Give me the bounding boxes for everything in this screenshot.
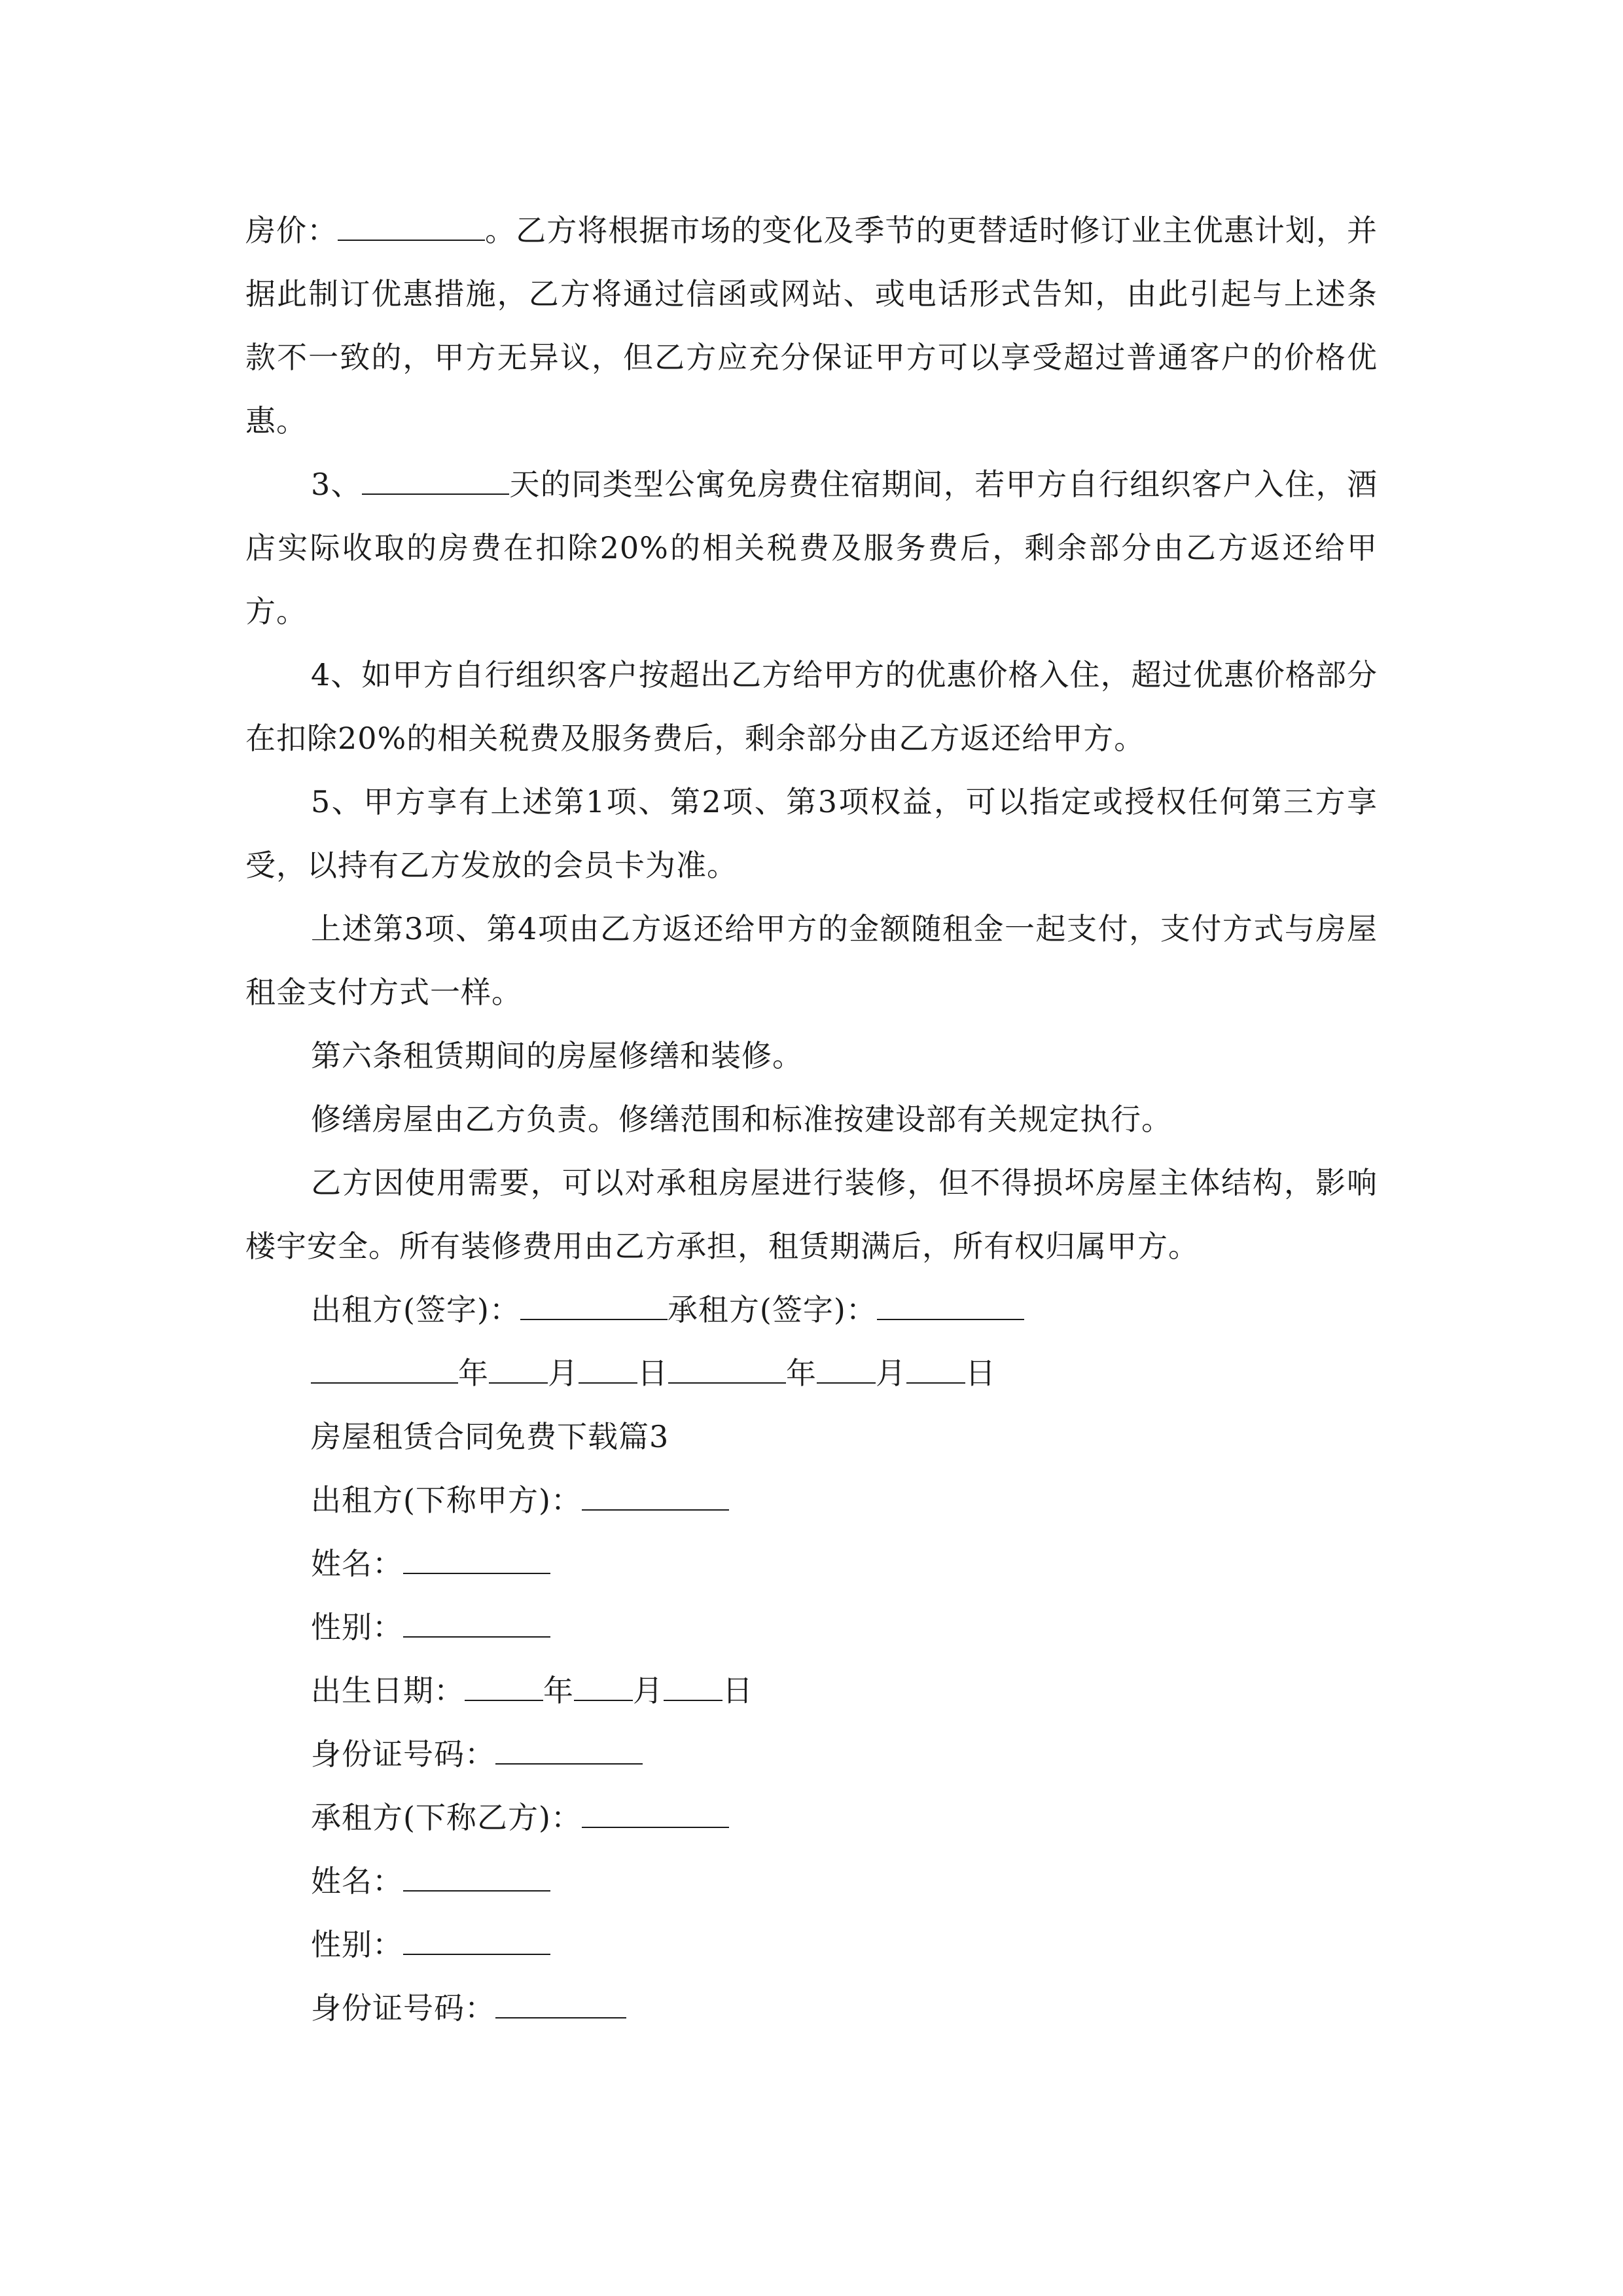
birth-month-label: 月 bbox=[633, 1673, 664, 1708]
lessee-heading bbox=[245, 1786, 1378, 1850]
lessee-id-blank bbox=[495, 1991, 626, 2018]
date-2-day-label: 日 bbox=[965, 1355, 996, 1391]
lessor-id-blank bbox=[495, 1737, 643, 1765]
date-1-year-blank bbox=[311, 1356, 458, 1384]
paragraph-payment: 上述第3项、第4项由乙方返还给甲方的金额随租金一起支付，支付方式与房屋租金支付方式一样。 bbox=[245, 911, 1378, 1010]
free-days-blank bbox=[362, 467, 509, 495]
lessor-gender-row bbox=[245, 1596, 1378, 1659]
lessor-gender-blank bbox=[403, 1610, 550, 1638]
lessor-name-row bbox=[245, 1532, 1378, 1596]
lessor-birth-label: 出生日期： bbox=[311, 1673, 465, 1708]
lessor-signature-label: 出租方(签字)： bbox=[311, 1292, 520, 1327]
lessor-signature-blank bbox=[520, 1293, 668, 1320]
signature-date-line bbox=[245, 1342, 1378, 1405]
date-1-month-label: 月 bbox=[548, 1355, 579, 1391]
paragraph-room-price bbox=[245, 199, 1378, 453]
lessee-name-blank bbox=[403, 1864, 550, 1892]
lessor-blank bbox=[582, 1483, 729, 1511]
lessee-gender-blank bbox=[403, 1928, 550, 1955]
item-3-text: 天的同类型公寓免房费住宿期间，若甲方自行组织客户入住，酒店实际收取的房费在扣除20%的相关税费及服务费后，剩余部分由乙方返还给甲方。 bbox=[245, 467, 1378, 629]
date-2-month-label: 月 bbox=[876, 1355, 906, 1391]
lessor-heading bbox=[245, 1469, 1378, 1532]
date-1-day-label: 日 bbox=[637, 1355, 668, 1391]
date-1-year-label: 年 bbox=[458, 1355, 489, 1391]
paragraph-item-3 bbox=[245, 453, 1378, 643]
birth-year-blank bbox=[465, 1674, 543, 1701]
birth-day-blank bbox=[664, 1674, 722, 1701]
birth-month-blank bbox=[574, 1674, 633, 1701]
lessee-gender-label: 性别： bbox=[311, 1927, 403, 1962]
date-2-day-blank bbox=[906, 1356, 965, 1384]
birth-day-label: 日 bbox=[722, 1673, 753, 1708]
article-6-heading: 第六条租赁期间的房屋修缮和装修。 bbox=[311, 1038, 803, 1073]
paragraph-renovation: 乙方因使用需要，可以对承租房屋进行装修，但不得损坏房屋主体结构，影响楼宇安全。所有装修费用由乙方承担，租赁期满后，所有权归属甲方。 bbox=[245, 1165, 1378, 1264]
item-3-prefix: 3、 bbox=[311, 467, 363, 502]
lessor-heading-label: 出租方(下称甲方)： bbox=[311, 1482, 582, 1518]
lessor-gender-label: 性别： bbox=[311, 1609, 403, 1645]
section-title: 房屋租赁合同免费下载篇3 bbox=[311, 1419, 669, 1454]
lessee-name-label: 姓名： bbox=[311, 1863, 403, 1899]
lessee-id-label: 身份证号码： bbox=[311, 1990, 495, 2026]
lessee-gender-row bbox=[245, 1913, 1378, 1977]
date-2-month-blank bbox=[817, 1356, 876, 1384]
signature-line bbox=[245, 1278, 1378, 1342]
room-price-blank bbox=[338, 213, 485, 241]
lessor-name-label: 姓名： bbox=[311, 1546, 403, 1581]
lessor-name-blank bbox=[403, 1547, 550, 1574]
date-1-day-blank bbox=[579, 1356, 637, 1384]
lessee-id-row bbox=[245, 1977, 1378, 2040]
birth-year-label: 年 bbox=[543, 1673, 574, 1708]
document-body bbox=[245, 199, 1378, 2040]
room-price-label: 房价： bbox=[245, 213, 338, 248]
lessee-signature-blank bbox=[877, 1293, 1024, 1320]
lessor-id-label: 身份证号码： bbox=[311, 1736, 495, 1772]
date-1-month-blank bbox=[489, 1356, 548, 1384]
room-price-text: 。乙方将根据市场的变化及季节的更替适时修订业主优惠计划，并据此制订优惠措施，乙方将通过信函或网站、或电话形式告知，由此引起与上述条款不一致的，甲方无异议，但乙方应充分保证甲方可以享受超过普通客户的价格优惠。 bbox=[245, 213, 1378, 439]
lessee-name-row bbox=[245, 1850, 1378, 1913]
paragraph-item-4: 4、如甲方自行组织客户按超出乙方给甲方的优惠价格入住，超过优惠价格部分在扣除20%的相关税费及服务费后，剩余部分由乙方返还给甲方。 bbox=[245, 657, 1378, 756]
paragraph-item-5: 5、甲方享有上述第1项、第2项、第3项权益，可以指定或授权任何第三方享受，以持有乙方发放的会员卡为准。 bbox=[245, 784, 1378, 883]
lessor-birth-row bbox=[245, 1659, 1378, 1723]
date-2-year-blank bbox=[668, 1356, 786, 1384]
date-2-year-label: 年 bbox=[786, 1355, 817, 1391]
lessee-signature-label: 承租方(签字)： bbox=[667, 1292, 877, 1327]
lessor-id-row bbox=[245, 1723, 1378, 1786]
lessee-blank bbox=[582, 1801, 729, 1828]
lessee-heading-label: 承租方(下称乙方)： bbox=[311, 1800, 582, 1835]
paragraph-repair: 修缮房屋由乙方负责。修缮范围和标准按建设部有关规定执行。 bbox=[311, 1102, 1172, 1137]
